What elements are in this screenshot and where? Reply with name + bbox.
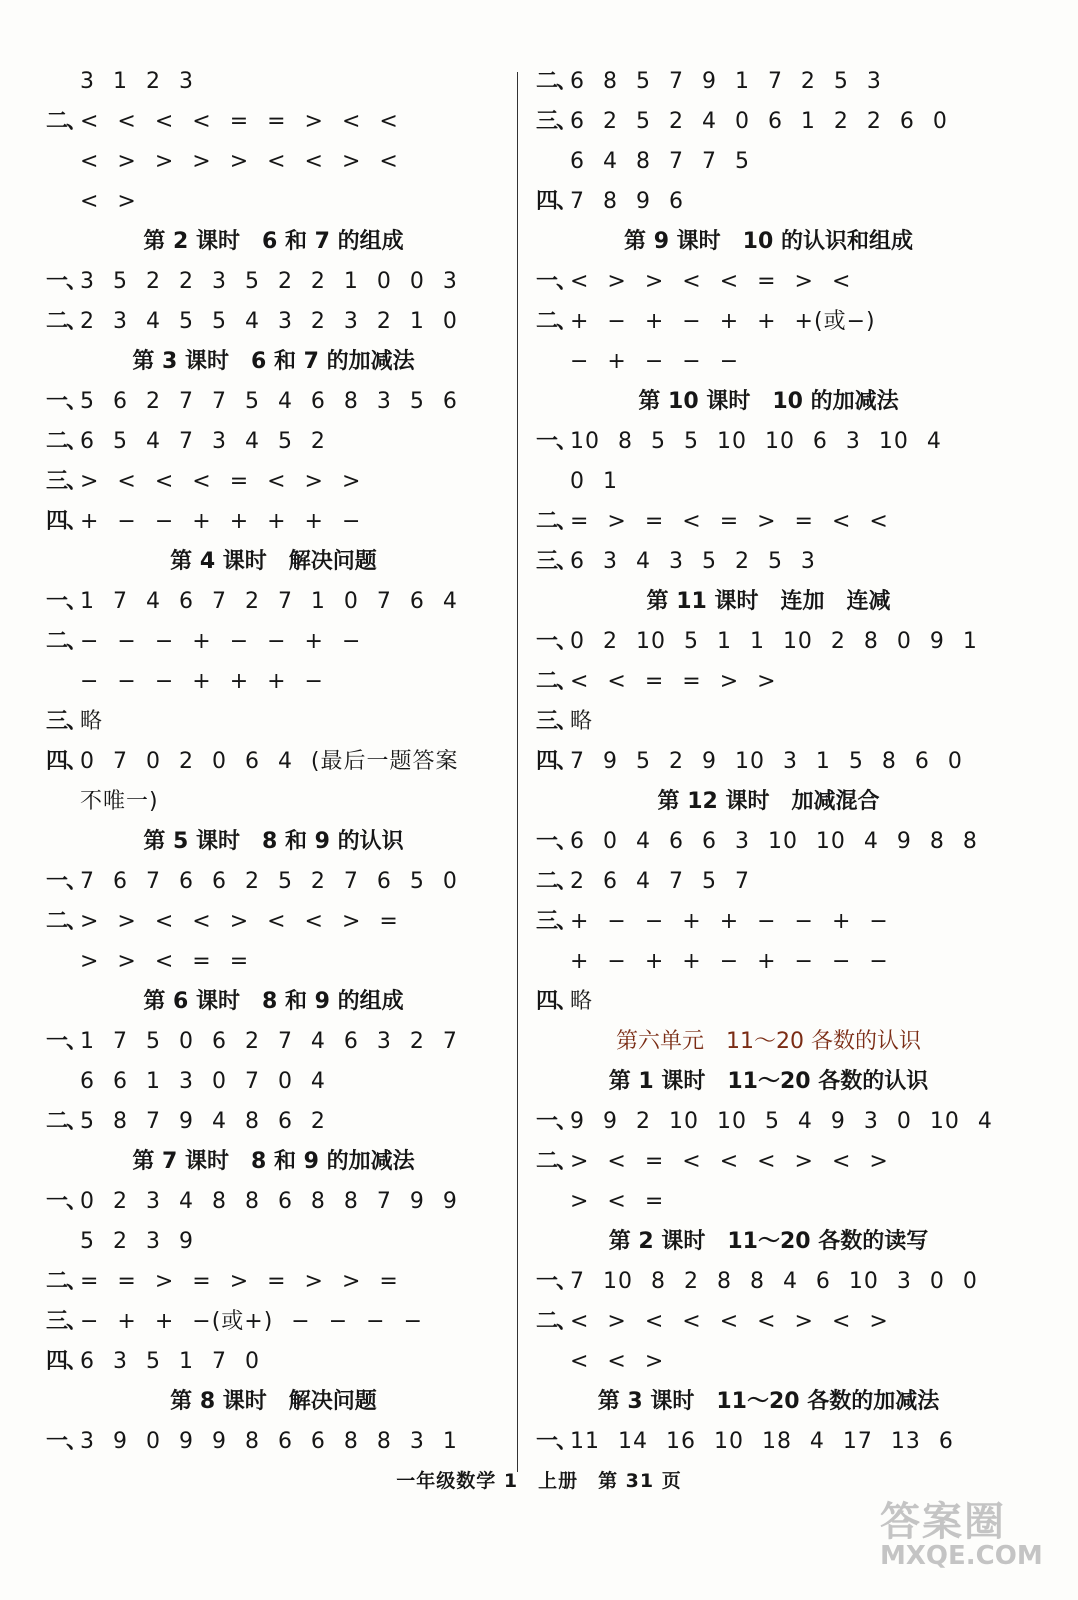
answer-line	[536, 502, 1001, 542]
answer-line	[46, 262, 501, 302]
answer-line	[536, 1182, 1001, 1222]
question-label: 三、	[536, 909, 577, 934]
question-label: 二、	[46, 429, 87, 454]
answer-values: 0 2 3 4 8 8 6 8 8 7 9 9	[80, 1189, 458, 1214]
answer-line	[536, 662, 1001, 702]
watermark-text: 答案圈	[880, 1499, 1006, 1545]
question-label: 二、	[46, 1269, 87, 1294]
answer-values: = > = < = > = < <	[570, 509, 889, 534]
answer-values: 10 8 5 5 10 10 6 3 10 4	[570, 429, 942, 454]
answer-values: − + − − −	[570, 349, 740, 374]
watermark-logo	[880, 1490, 1060, 1580]
answer-line	[536, 102, 1001, 142]
question-label: 一、	[46, 269, 87, 294]
question-label: 四、	[46, 1349, 87, 1374]
question-label: 二、	[46, 629, 87, 654]
question-label: 三、	[46, 469, 87, 494]
lesson-title: 第 1 课时 11～20 各数的认识	[608, 1069, 929, 1094]
answer-values: − + + −(或+) − − − −	[80, 1309, 424, 1334]
question-label: 四、	[536, 189, 577, 214]
answer-line	[536, 1422, 1001, 1462]
answer-values: + − − + + − − + −	[570, 909, 889, 934]
answer-values: 2 3 4 5 5 4 3 2 3 2 1 0	[80, 309, 458, 334]
question-label: 一、	[536, 429, 577, 454]
question-label: 三、	[536, 549, 577, 574]
column-divider	[517, 72, 518, 1472]
answer-line	[536, 422, 1001, 462]
answer-line	[46, 942, 501, 982]
answer-values: 1 7 4 6 7 2 7 1 0 7 6 4	[80, 589, 458, 614]
answer-line	[46, 62, 501, 102]
question-label: 三、	[536, 709, 577, 734]
answer-values: 3 5 2 2 3 5 2 2 1 0 0 3	[80, 269, 458, 294]
answer-values: < > > < < = > <	[570, 269, 852, 294]
answer-line	[536, 982, 1001, 1022]
answer-line	[536, 1142, 1001, 1182]
question-label: 一、	[536, 629, 577, 654]
answer-values: 3 1 2 3	[80, 69, 194, 94]
answer-values: 6 3 5 1 7 0	[80, 1349, 260, 1374]
question-label: 二、	[536, 1149, 577, 1174]
answer-values: 0 7 0 2 0 6 4 (最后一题答案	[80, 749, 459, 774]
question-label: 二、	[46, 109, 87, 134]
answer-line	[46, 862, 501, 902]
answer-line	[46, 1022, 501, 1062]
answer-line	[46, 182, 501, 222]
answer-line	[46, 422, 501, 462]
lesson-title: 第 5 课时 8 和 9 的认识	[143, 829, 404, 854]
answer-line	[46, 1102, 501, 1142]
answer-values: < < < < = = > < <	[80, 109, 399, 134]
lesson-title: 第 6 课时 8 和 9 的组成	[143, 989, 404, 1014]
answer-values: 5 6 2 7 7 5 4 6 8 3 5 6	[80, 389, 458, 414]
question-label: 一、	[46, 389, 87, 414]
lesson-title: 第 2 课时 11～20 各数的读写	[608, 1229, 929, 1254]
answer-values: > < = < < < > < >	[570, 1149, 889, 1174]
answer-values: 6 2 5 2 4 0 6 1 2 2 6 0	[570, 109, 948, 134]
lesson-title: 第 12 课时 加减混合	[657, 789, 880, 814]
answer-values: = = > = > = > > =	[80, 1269, 399, 1294]
answer-values: 0 2 10 5 1 1 10 2 8 0 9 1	[570, 629, 978, 654]
answer-values: + − + − + + +(或−)	[570, 309, 876, 334]
answer-values: < < >	[570, 1349, 665, 1374]
answer-values: < >	[80, 189, 137, 214]
answer-values: 7 8 9 6	[570, 189, 684, 214]
answer-line	[46, 702, 501, 742]
lesson-title: 第 3 课时 11～20 各数的加减法	[597, 1389, 940, 1414]
answer-values: < > > > > < < > <	[80, 149, 399, 174]
answer-values: 7 6 7 6 6 2 5 2 7 6 5 0	[80, 869, 458, 894]
question-label: 二、	[536, 869, 577, 894]
answer-line	[536, 822, 1001, 862]
answer-line	[536, 1102, 1001, 1142]
answer-line	[46, 1222, 501, 1262]
answer-line	[46, 1262, 501, 1302]
answer-line	[536, 1302, 1001, 1342]
answer-values: 不唯一)	[80, 789, 159, 814]
answer-values: 3 9 0 9 9 8 6 6 8 8 3 1	[80, 1429, 458, 1454]
answer-values: 6 4 8 7 7 5	[570, 149, 750, 174]
answer-values: 6 3 4 3 5 2 5 3	[570, 549, 816, 574]
answer-line	[536, 182, 1001, 222]
answer-values: 6 5 4 7 3 4 5 2	[80, 429, 326, 454]
answer-line	[536, 902, 1001, 942]
answer-line	[46, 302, 501, 342]
answer-line	[536, 542, 1001, 582]
answer-line	[46, 102, 501, 142]
answer-line	[46, 662, 501, 702]
answer-line	[536, 462, 1001, 502]
answer-line	[46, 502, 501, 542]
answer-values: 略	[570, 989, 594, 1014]
answer-values: < < = = > >	[570, 669, 777, 694]
question-label: 二、	[46, 909, 87, 934]
question-label: 三、	[46, 1309, 87, 1334]
question-label: 一、	[536, 1109, 577, 1134]
answer-line	[46, 1422, 501, 1462]
answer-values: 略	[570, 709, 594, 734]
answer-line	[46, 1342, 501, 1382]
answer-values: 略	[80, 709, 104, 734]
question-label: 二、	[536, 509, 577, 534]
answer-line	[536, 1262, 1001, 1302]
question-label: 三、	[536, 109, 577, 134]
lesson-title: 第 11 课时 连加 连减	[646, 589, 891, 614]
lesson-title: 第 7 课时 8 和 9 的加减法	[132, 1149, 415, 1174]
page-footer: 一年级数学 1 上册 第 31 页	[396, 1470, 682, 1492]
question-label: 二、	[536, 69, 577, 94]
answer-values: 5 8 7 9 4 8 6 2	[80, 1109, 326, 1134]
answer-line	[536, 702, 1001, 742]
answer-line	[46, 742, 501, 782]
answer-line	[536, 742, 1001, 782]
answer-values: 7 9 5 2 9 10 3 1 5 8 6 0	[570, 749, 963, 774]
answer-values: < > < < < < > < >	[570, 1309, 889, 1334]
question-label: 四、	[536, 989, 577, 1014]
question-label: 一、	[46, 1029, 87, 1054]
answer-values: > < =	[570, 1189, 665, 1214]
question-label: 一、	[46, 589, 87, 614]
answer-line	[536, 942, 1001, 982]
answer-line	[46, 142, 501, 182]
answer-values: 5 2 3 9	[80, 1229, 194, 1254]
answer-line	[536, 342, 1001, 382]
question-label: 一、	[46, 869, 87, 894]
lesson-title: 第 10 课时 10 的加减法	[638, 389, 899, 414]
answer-values: 6 8 5 7 9 1 7 2 5 3	[570, 69, 882, 94]
answer-line	[46, 582, 501, 622]
lesson-title: 第 3 课时 6 和 7 的加减法	[132, 349, 415, 374]
answer-values: 6 6 1 3 0 7 0 4	[80, 1069, 326, 1094]
answer-line	[46, 1182, 501, 1222]
answer-line	[536, 62, 1001, 102]
answer-line	[46, 382, 501, 422]
question-label: 四、	[536, 749, 577, 774]
answer-line	[536, 1342, 1001, 1382]
lesson-title: 第 4 课时 解决问题	[170, 549, 377, 574]
answer-line	[46, 902, 501, 942]
answer-values: − − − + + + −	[80, 669, 324, 694]
question-label: 一、	[46, 1189, 87, 1214]
question-label: 四、	[46, 749, 87, 774]
right-column	[536, 62, 1001, 1462]
question-label: 二、	[536, 309, 577, 334]
lesson-title: 第 8 课时 解决问题	[170, 1389, 377, 1414]
question-label: 二、	[536, 669, 577, 694]
answer-values: 9 9 2 10 10 5 4 9 3 0 10 4	[570, 1109, 993, 1134]
watermark-url: MXQE.COM	[880, 1541, 1043, 1571]
answer-line	[536, 302, 1001, 342]
answer-line	[46, 462, 501, 502]
question-label: 二、	[536, 1309, 577, 1334]
answer-values: > < < < = < > >	[80, 469, 362, 494]
left-column	[46, 62, 501, 1462]
answer-values: 2 6 4 7 5 7	[570, 869, 750, 894]
answer-values: 6 0 4 6 6 3 10 10 4 9 8 8	[570, 829, 978, 854]
unit-heading: 第六单元 11～20 各数的认识	[616, 1029, 921, 1054]
answer-line	[46, 1062, 501, 1102]
question-label: 二、	[46, 309, 87, 334]
answer-values: > > < = =	[80, 949, 250, 974]
answer-line	[536, 622, 1001, 662]
question-label: 一、	[536, 269, 577, 294]
answer-line	[46, 622, 501, 662]
question-label: 一、	[536, 829, 577, 854]
answer-values: − − − + − − + −	[80, 629, 362, 654]
answer-line	[46, 1302, 501, 1342]
answer-values: + − + + − + − − −	[570, 949, 889, 974]
question-label: 四、	[46, 509, 87, 534]
lesson-title: 第 9 课时 10 的认识和组成	[624, 229, 913, 254]
answer-line	[536, 862, 1001, 902]
answer-line	[536, 142, 1001, 182]
question-label: 一、	[46, 1429, 87, 1454]
answer-values: + − − + + + + −	[80, 509, 362, 534]
answer-line	[536, 262, 1001, 302]
answer-values: 11 14 16 10 18 4 17 13 6	[570, 1429, 954, 1454]
answer-values: > > < < > < < > =	[80, 909, 399, 934]
answer-values: 1 7 5 0 6 2 7 4 6 3 2 7	[80, 1029, 458, 1054]
question-label: 一、	[536, 1429, 577, 1454]
question-label: 一、	[536, 1269, 577, 1294]
question-label: 二、	[46, 1109, 87, 1134]
answer-values: 0 1	[570, 469, 618, 494]
answer-line	[46, 782, 501, 822]
question-label: 三、	[46, 709, 87, 734]
lesson-title: 第 2 课时 6 和 7 的组成	[143, 229, 404, 254]
answer-values: 7 10 8 2 8 8 4 6 10 3 0 0	[570, 1269, 978, 1294]
